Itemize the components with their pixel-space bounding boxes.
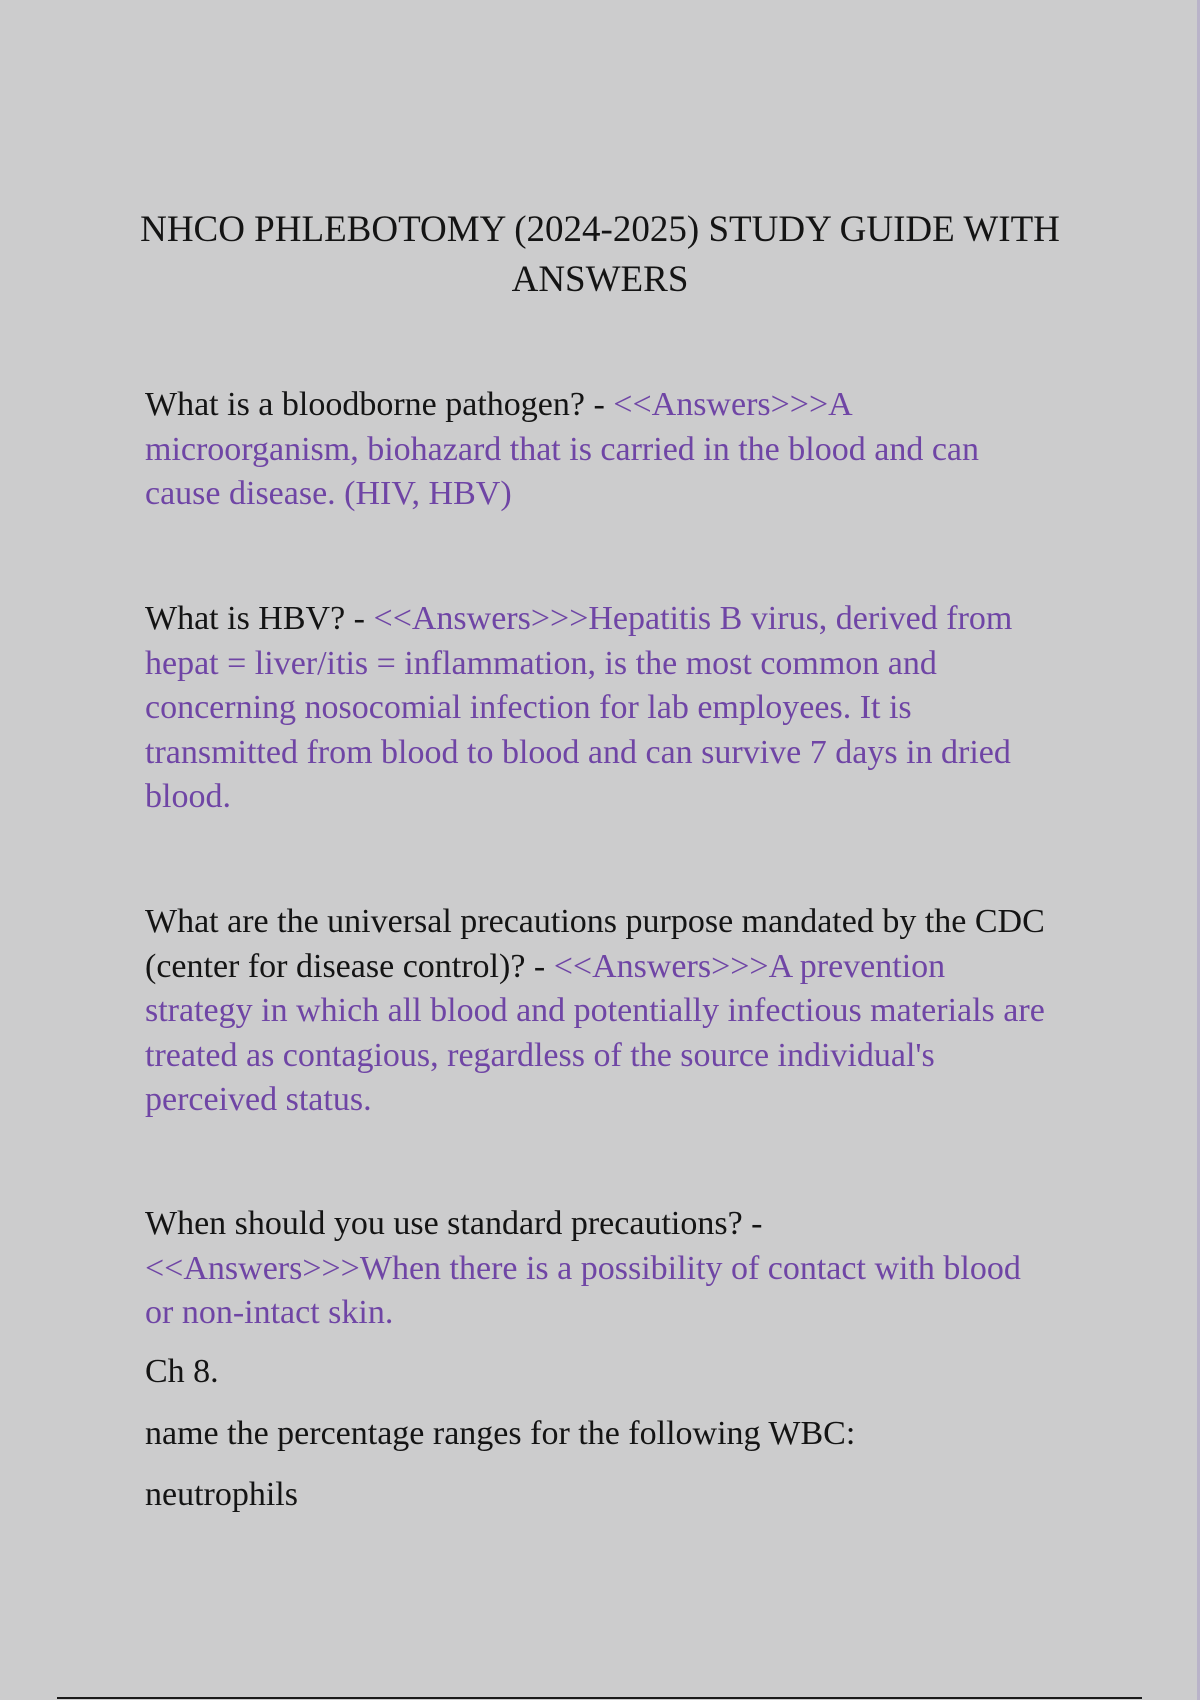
answer-text: <<Answers>>>When there is a possibility of contact with blood or non-intact skin. xyxy=(145,1249,1021,1331)
question-text: What is HBV? - xyxy=(145,600,374,637)
qa-item-hbv xyxy=(145,597,1045,820)
chapter-heading: Ch 8. xyxy=(145,1353,219,1390)
question-text: When should you use standard precautions? - xyxy=(145,1205,763,1242)
qa-item-bloodborne-pathogen xyxy=(145,383,1045,517)
answer-text: <<Answers>>>Hepatitis B virus, derived from hepat = liver/itis = inflammation, is the most common and concerning nosocomial infection for lab employees. It is transmitted from blood to blood and can survive 7 days in dried blood. xyxy=(145,600,1013,815)
wbc-prompt: name the percentage ranges for the following WBC: xyxy=(145,1415,856,1452)
qa-item-standard-precautions xyxy=(145,1202,1045,1336)
answer-text: <<Answers>>>A prevention strategy in which all blood and potentially infectious materials are treated as contagious, regardless of the source individual's perceived status. xyxy=(145,947,1045,1118)
wbc-item-neutrophils: neutrophils xyxy=(145,1476,298,1513)
document-title: NHCO PHLEBOTOMY (2024-2025) STUDY GUIDE WITH ANSWERS xyxy=(140,209,1060,300)
question-text: What are the universal precautions purpose mandated by the CDC (center for disease control)? - xyxy=(145,903,1045,985)
answer-text: <<Answers>>>A microorganism, biohazard that is carried in the blood and can cause disease. (HIV, HBV) xyxy=(145,386,979,512)
question-text: What is a bloodborne pathogen? - xyxy=(145,386,614,423)
qa-item-universal-precautions xyxy=(145,900,1045,1123)
page-divider xyxy=(57,1697,1142,1699)
